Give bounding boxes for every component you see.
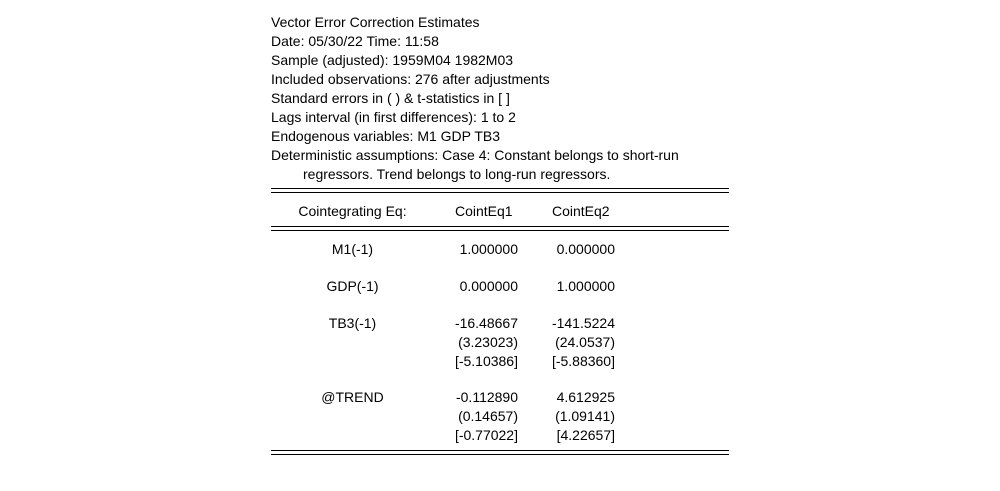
- coefficient-cell: -141.5224: [551, 315, 615, 331]
- output-title: Vector Error Correction Estimates: [271, 14, 480, 30]
- errors-note-line: Standard errors in ( ) & t-statistics in [ ]: [271, 90, 510, 106]
- coefficient-cell: 1.000000: [459, 241, 518, 257]
- coefficient-cell: 0.000000: [459, 278, 518, 294]
- deterministic-line: Deterministic assumptions: Case 4: Constant belongs to short-run: [271, 147, 679, 163]
- table-top-rule: [271, 188, 729, 193]
- date-line: Date: 05/30/22 Time: 11:58: [271, 33, 439, 49]
- row-label: M1(-1): [331, 241, 374, 257]
- t-statistic-cell: [-5.88360]: [551, 353, 615, 369]
- coefficient-cell: 4.612925: [556, 389, 615, 405]
- std-error-cell: (3.23023): [458, 334, 518, 350]
- observations-line: Included observations: 276 after adjustments: [271, 71, 550, 87]
- coefficient-cell: 1.000000: [556, 278, 615, 294]
- lags-line: Lags interval (in first differences): 1 to 2: [271, 109, 516, 125]
- std-error-cell: (1.09141): [555, 408, 615, 424]
- t-statistic-cell: [-0.77022]: [454, 427, 518, 443]
- deterministic-line-continued: regressors. Trend belongs to long-run regressors.: [303, 166, 611, 182]
- row-label: @TREND: [321, 389, 384, 405]
- table-bottom-rule: [271, 450, 729, 455]
- column-header-cointeq1: CointEq1: [455, 203, 513, 219]
- coefficient-cell: -0.112890: [455, 389, 518, 405]
- endogenous-line: Endogenous variables: M1 GDP TB3: [271, 128, 501, 144]
- column-header-label: Cointegrating Eq:: [298, 203, 407, 219]
- header-rule: [271, 226, 729, 231]
- coefficient-cell: 0.000000: [556, 241, 615, 257]
- sample-line: Sample (adjusted): 1959M04 1982M03: [271, 52, 514, 68]
- column-header-cointeq2: CointEq2: [552, 203, 610, 219]
- t-statistic-cell: [4.22657]: [556, 427, 615, 443]
- std-error-cell: (0.14657): [458, 408, 518, 424]
- row-label: GDP(-1): [326, 278, 379, 294]
- coefficient-cell: -16.48667: [454, 315, 518, 331]
- std-error-cell: (24.0537): [555, 334, 615, 350]
- t-statistic-cell: [-5.10386]: [454, 353, 518, 369]
- row-label: TB3(-1): [328, 315, 377, 331]
